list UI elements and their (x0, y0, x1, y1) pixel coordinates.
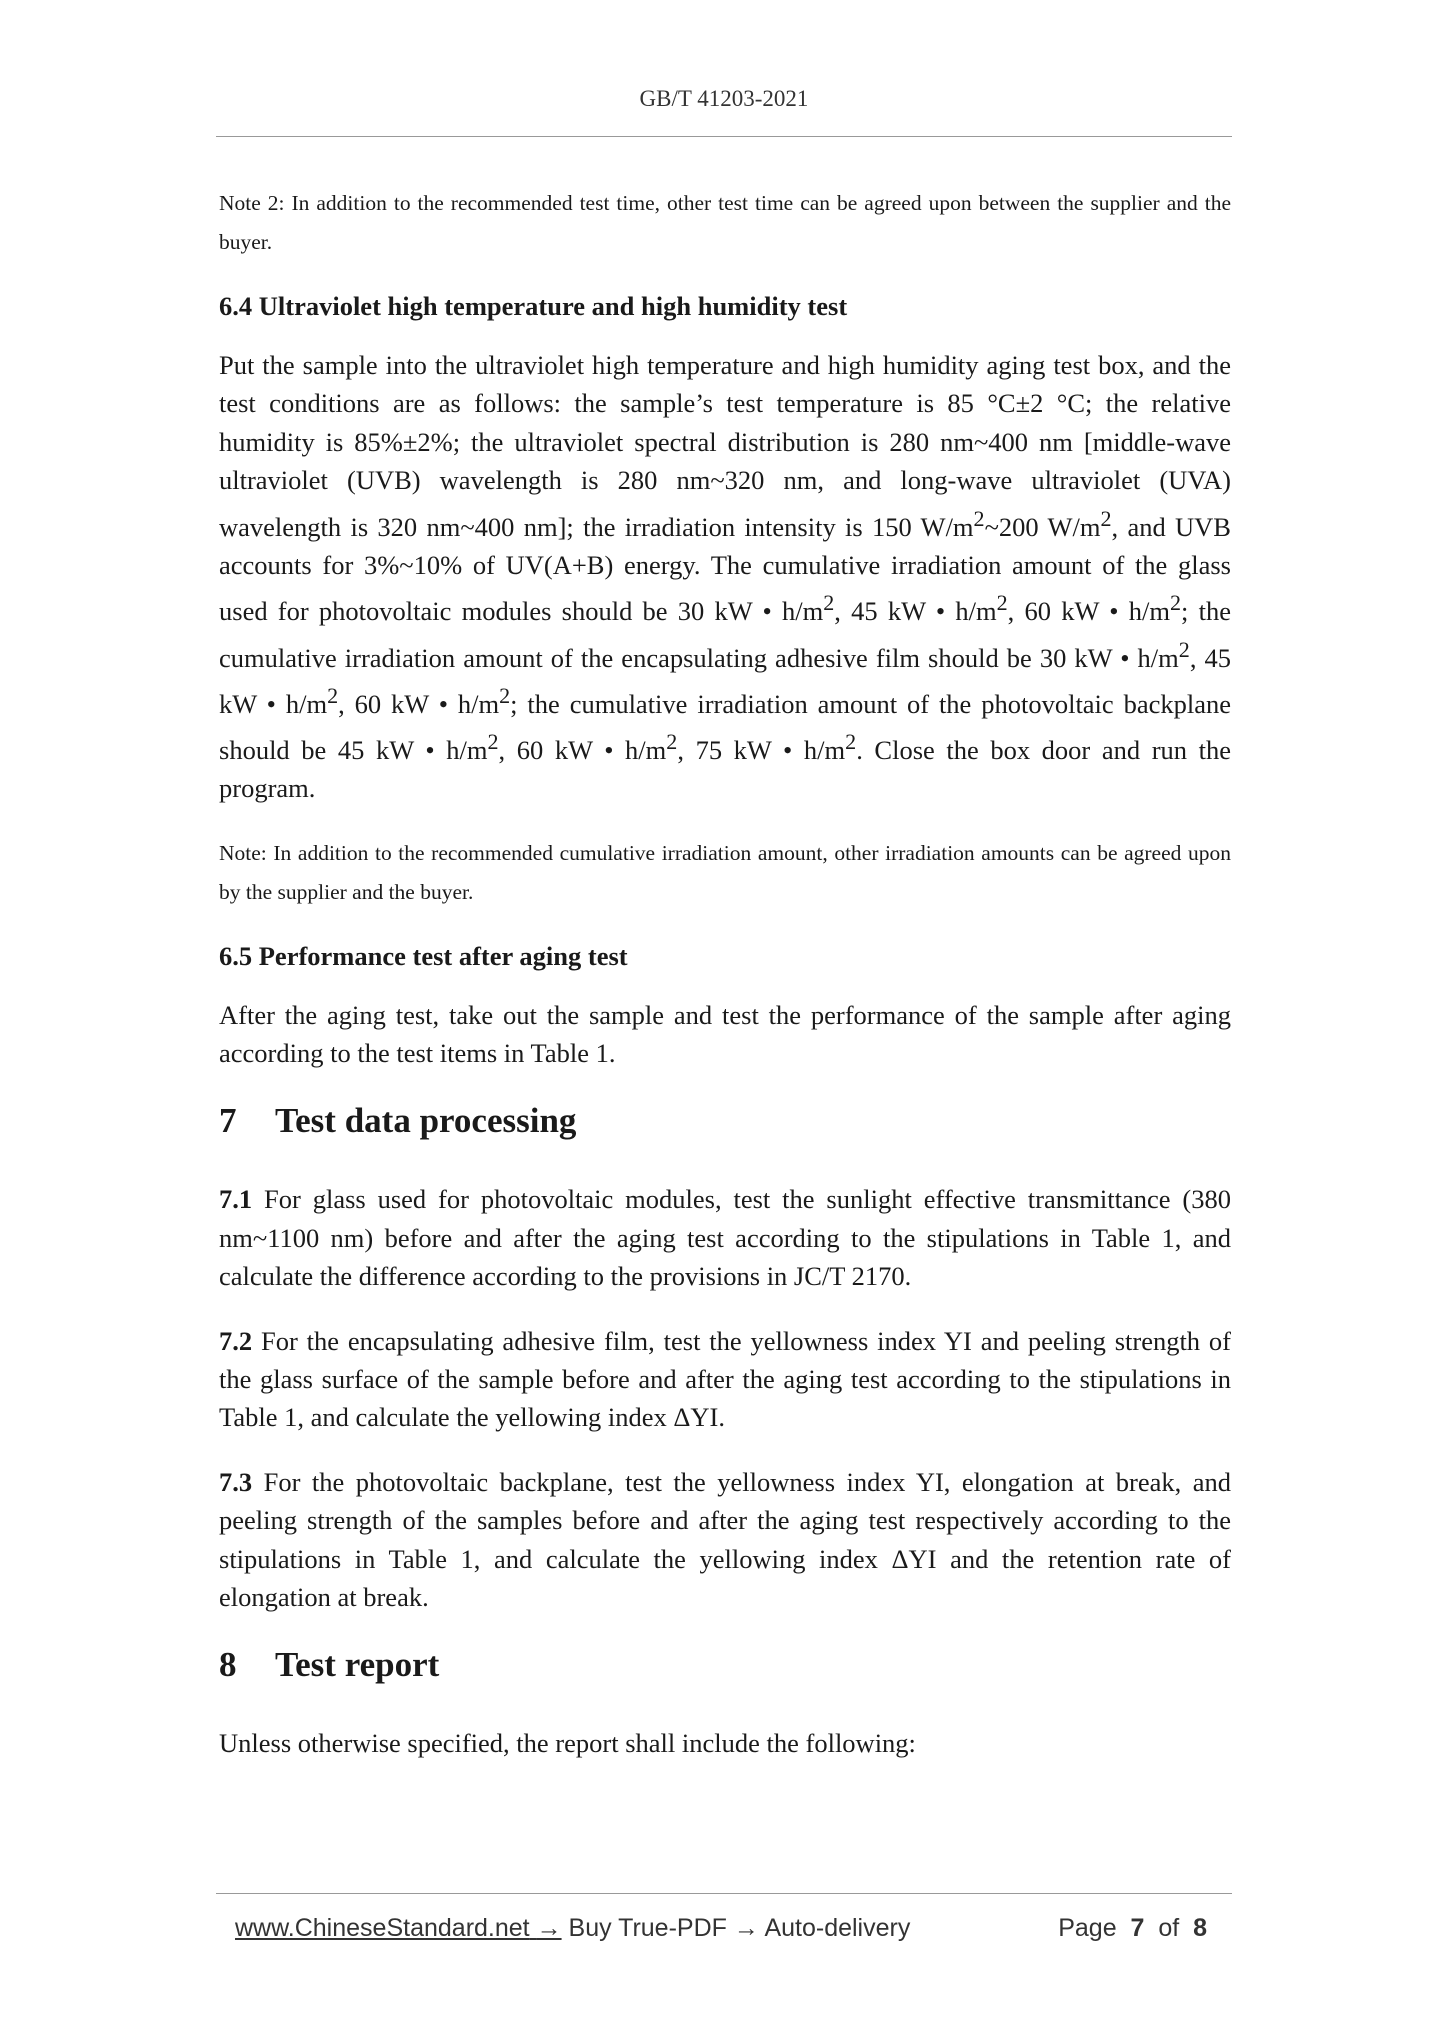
section-6-4-note: Note: In addition to the recommended cumulative irradiation amount, other irradiation amounts can be agreed upon by the supplier and the buyer. (219, 840, 1231, 904)
arrow-right-icon: → (733, 1914, 759, 1942)
site-link[interactable]: www.ChineseStandard.net → (235, 1914, 562, 1942)
section-6-5-heading: 6.5 Performance test after aging test (219, 940, 628, 971)
clause-7-1: 7.1 For glass used for photovoltaic modules, test the sunlight effective transmittance (380 nm~1100 nm) before and after the aging test according to the stipulations in Table 1, and calculate the difference according to the provisions in JC/T 2170. (219, 1184, 1231, 1292)
section-6-5-paragraph: After the aging test, take out the sample and test the performance of the sample after aging according to the test items in Table 1. (219, 999, 1231, 1069)
buy-true-pdf-text: Buy True-PDF (568, 1914, 727, 1942)
page-footer (235, 1914, 1225, 1954)
auto-delivery-text: Auto-delivery (764, 1914, 911, 1942)
page-header-doc-id: GB/T 41203-2021 (639, 86, 809, 111)
current-page: 7 (1130, 1914, 1145, 1942)
arrow-right-icon: → (536, 1914, 562, 1942)
section-8-heading: 8 Test report (219, 1645, 440, 1685)
section-8-paragraph: Unless otherwise specified, the report shall include the following: (219, 1728, 916, 1759)
page-content (219, 184, 1231, 1789)
total-pages: 8 (1193, 1914, 1207, 1942)
clause-7-3: 7.3 For the photovoltaic backplane, test the yellowness index YI, elongation at break, and peeling strength of the samples before and after the aging test respectively according to the stipulations in Table 1, and calculate the yellowing index ΔYI and the retention rate of elongation at break. (219, 1466, 1231, 1613)
footer-divider (216, 1893, 1232, 1894)
page-number: Page 7 of 8 (1058, 1914, 1207, 1942)
section-6-4-heading: 6.4 Ultraviolet high temperature and high humidity test (219, 291, 848, 321)
section-6-4-paragraph: Put the sample into the ultraviolet high temperature and high humidity aging test box, and the test conditions are as follows: the sample’s test temperature is 85 °C±2 °C; the relative humidity is 85%±2%; the ultraviolet spectral distribution is 280 nm~400 nm [middle-wave ultraviolet (UVB) wavelength is 280 nm~320 nm, and long-wave ultraviolet (UVA) wavelength is 320 nm~400 nm]; the irradiation intensity is 150 $W/m^2\sim 200$ $W/m^2$, and UVB accounts for 3%~10% of UV(A+B) energy. The cumulative irradiation amount of the glass used for photovoltaic modules should be 30 kW • $h/m^2$, 45 kW • $h/m^2$, 60 kW • $h/m^2$; the cumulative irradiation amount of the encapsulating adhesive film should be 30 kW • $h/m^2$, 45 kW • $h/m^2$, 60 kW • $h/m^2$; the cumulative irradiation amount of the photovoltaic backplane should be 45 kW • $h/m^2$, 60 kW • $h/m^2$, 75 kW • $h/m^2$. Close the box door and run the program. (219, 350, 1232, 804)
clause-7-2: 7.2 For the encapsulating adhesive film, test the yellowness index YI and peeling strength of the glass surface of the sample before and after the aging test according to the stipulations in Table 1, and calculate the yellowing index ΔYI. (219, 1325, 1231, 1433)
footer-links (235, 1914, 910, 1943)
section-7-heading: 7 Test data processing (219, 1101, 577, 1141)
header-divider (216, 136, 1232, 137)
note-2: Note 2: In addition to the recommended test time, other test time can be agreed upon between the supplier and the buyer. (219, 191, 1231, 254)
